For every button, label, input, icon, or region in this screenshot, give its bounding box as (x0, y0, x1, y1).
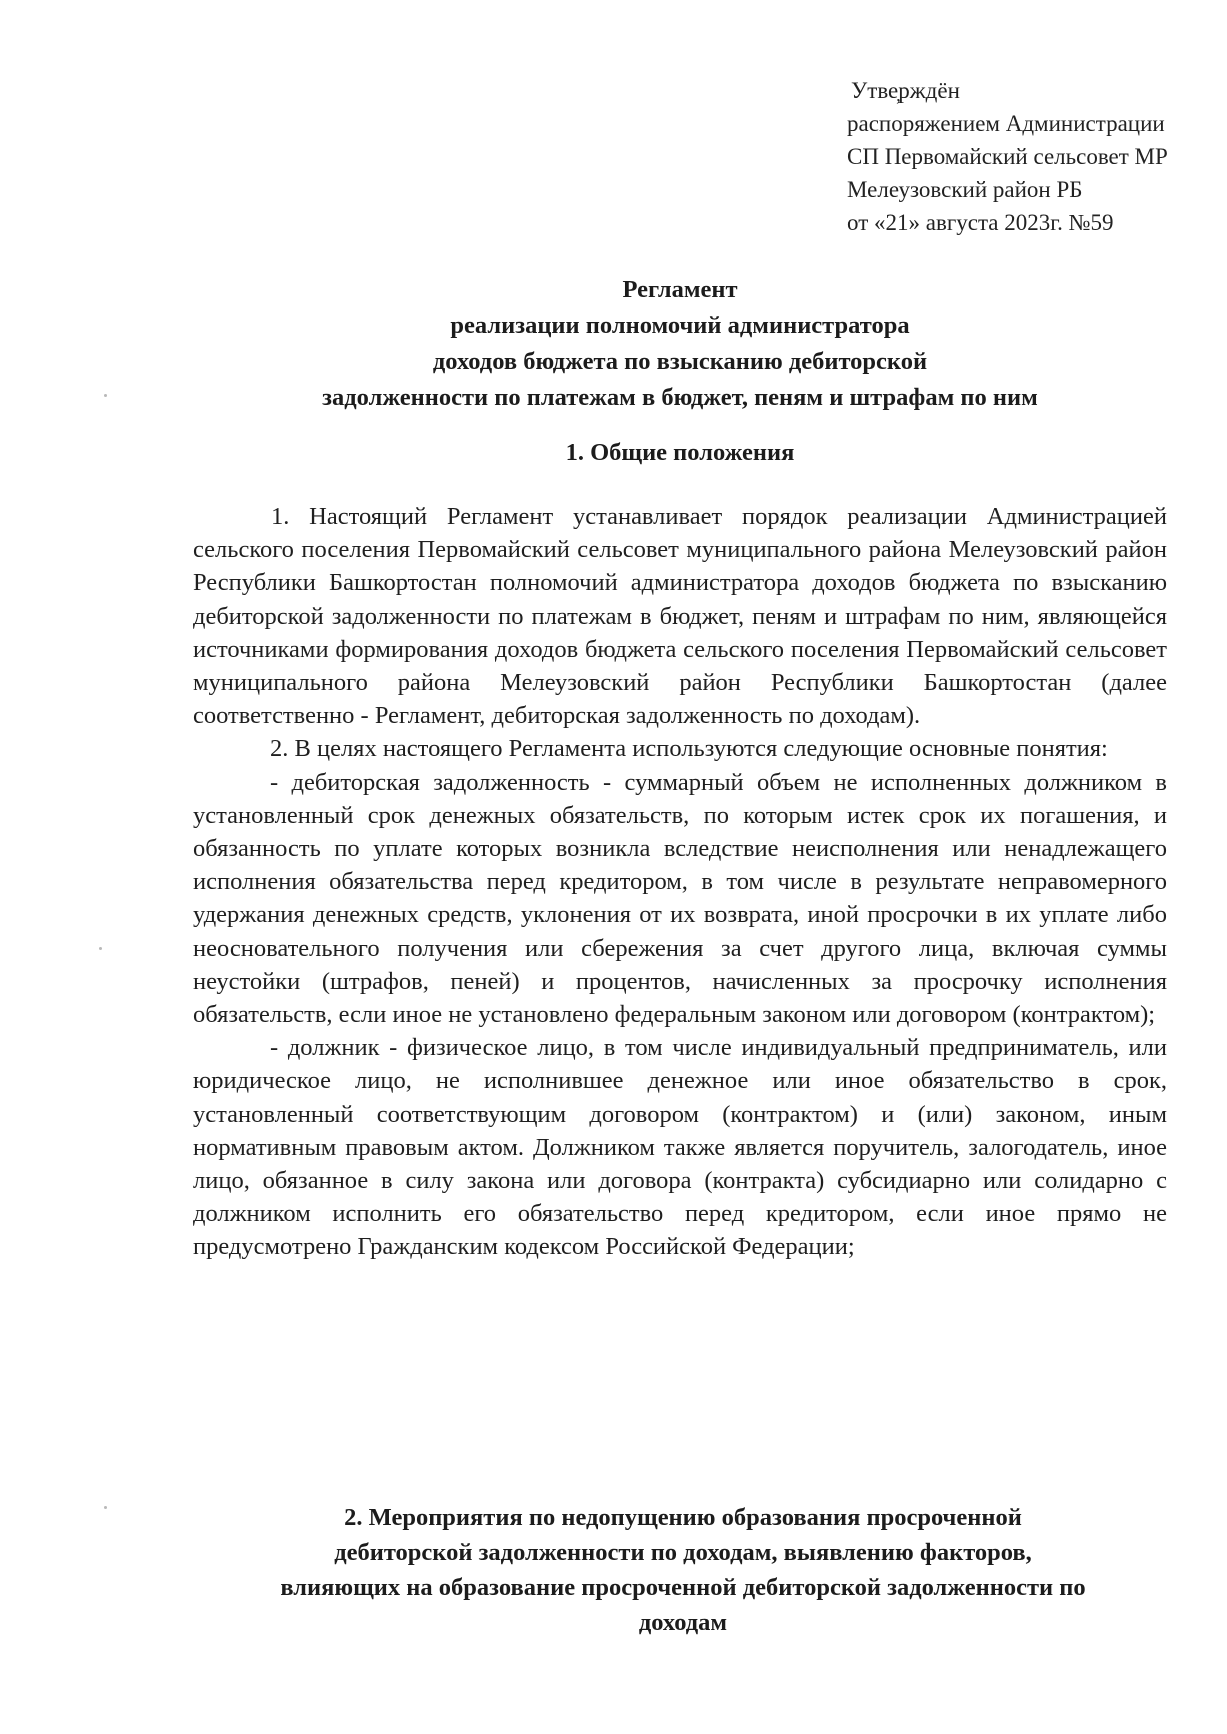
approval-line: распоряжением Администрации (847, 111, 1165, 136)
section-1-heading: 1. Общие положения (565, 439, 795, 466)
paragraph: 2. В целях настоящего Регламента используются следующие основные понятия: (270, 735, 1108, 763)
section-2-heading-line: влияющих на образование просроченной дебиторской задолженности по (280, 1574, 1086, 1601)
approval-stamp (847, 74, 1207, 239)
title-line: реализации полномочий администратора (450, 312, 910, 339)
section-2-heading-line: доходам (638, 1609, 728, 1636)
paragraph: - дебиторская задолженность - суммарный объем не исполненных должником в установленный срок денежных обязательств, по которым истек срок их погашения, и обязанность по уплате которых возникла вследствие неисполнения или ненадлежащего исполнения обязательства перед кредитором, в том числе в результате неправомерного удержания денежных средств, уклонения от их возврата, иной просрочки в их уплате либо неосновательного получения или сбережения за счет другого лица, включая суммы неустойки (штрафов, пеней) и процентов, начисленных за просрочку исполнения обязательств, если иное не установлено федеральным законом или договором (контрактом); (193, 768, 1167, 1029)
section-2-heading (190, 1500, 1176, 1640)
section-2-heading-line: 2. Мероприятия по недопущению образования просроченной (344, 1504, 1022, 1531)
approval-line: Мелеузовский район РБ (847, 177, 1083, 202)
approval-line: СП Первомайский сельсовет МР (847, 144, 1168, 169)
section-1-body (193, 500, 1167, 1264)
scan-speck (104, 394, 107, 397)
document-title (190, 272, 1170, 416)
approval-line: от «21» августа 2023г. №59 (847, 210, 1114, 235)
paragraph: - должник - физическое лицо, в том числе индивидуальный предприниматель, или юридическое лицо, не исполнившее денежное или иное обязательство в срок, установленный соответствующим договором (контрактом) и (или) законом, иным нормативным правовым актом. Должником также является поручитель, залогодатель, иное лицо, обязанное в силу закона или договора (контракта) субсидиарно или солидарно с должником исполнить его обязательство перед кредитором, если иное прямо не предусмотрено Гражданским кодексом Российской Федерации; (193, 1034, 1167, 1261)
title-line: задолженности по платежам в бюджет, пеням и штрафам по ним (322, 384, 1038, 411)
title-line: Регламент (622, 276, 738, 303)
paragraph: 1. Настоящий Регламент устанавливает порядок реализации Администрацией сельского поселения Первомайский сельсовет муниципального района Мелеузовский район Республики Башкортостан полномочий администратора доходов бюджета по взысканию дебиторской задолженности по платежам в бюджет, пеням и штрафам по ним, являющейся источниками формирования доходов бюджета сельского поселения Первомайский сельсовет муниципального района Мелеузовский район Республики Башкортостан (далее соответственно - Регламент, дебиторская задолженность по доходам). (193, 503, 1167, 730)
scan-speck (104, 1506, 107, 1509)
title-line: доходов бюджета по взысканию дебиторской (432, 348, 928, 375)
section-2-heading-line: дебиторской задолженности по доходам, выявлению факторов, (334, 1539, 1032, 1566)
scan-speck (99, 947, 102, 950)
approval-line: Утве̦рждён (851, 78, 960, 103)
